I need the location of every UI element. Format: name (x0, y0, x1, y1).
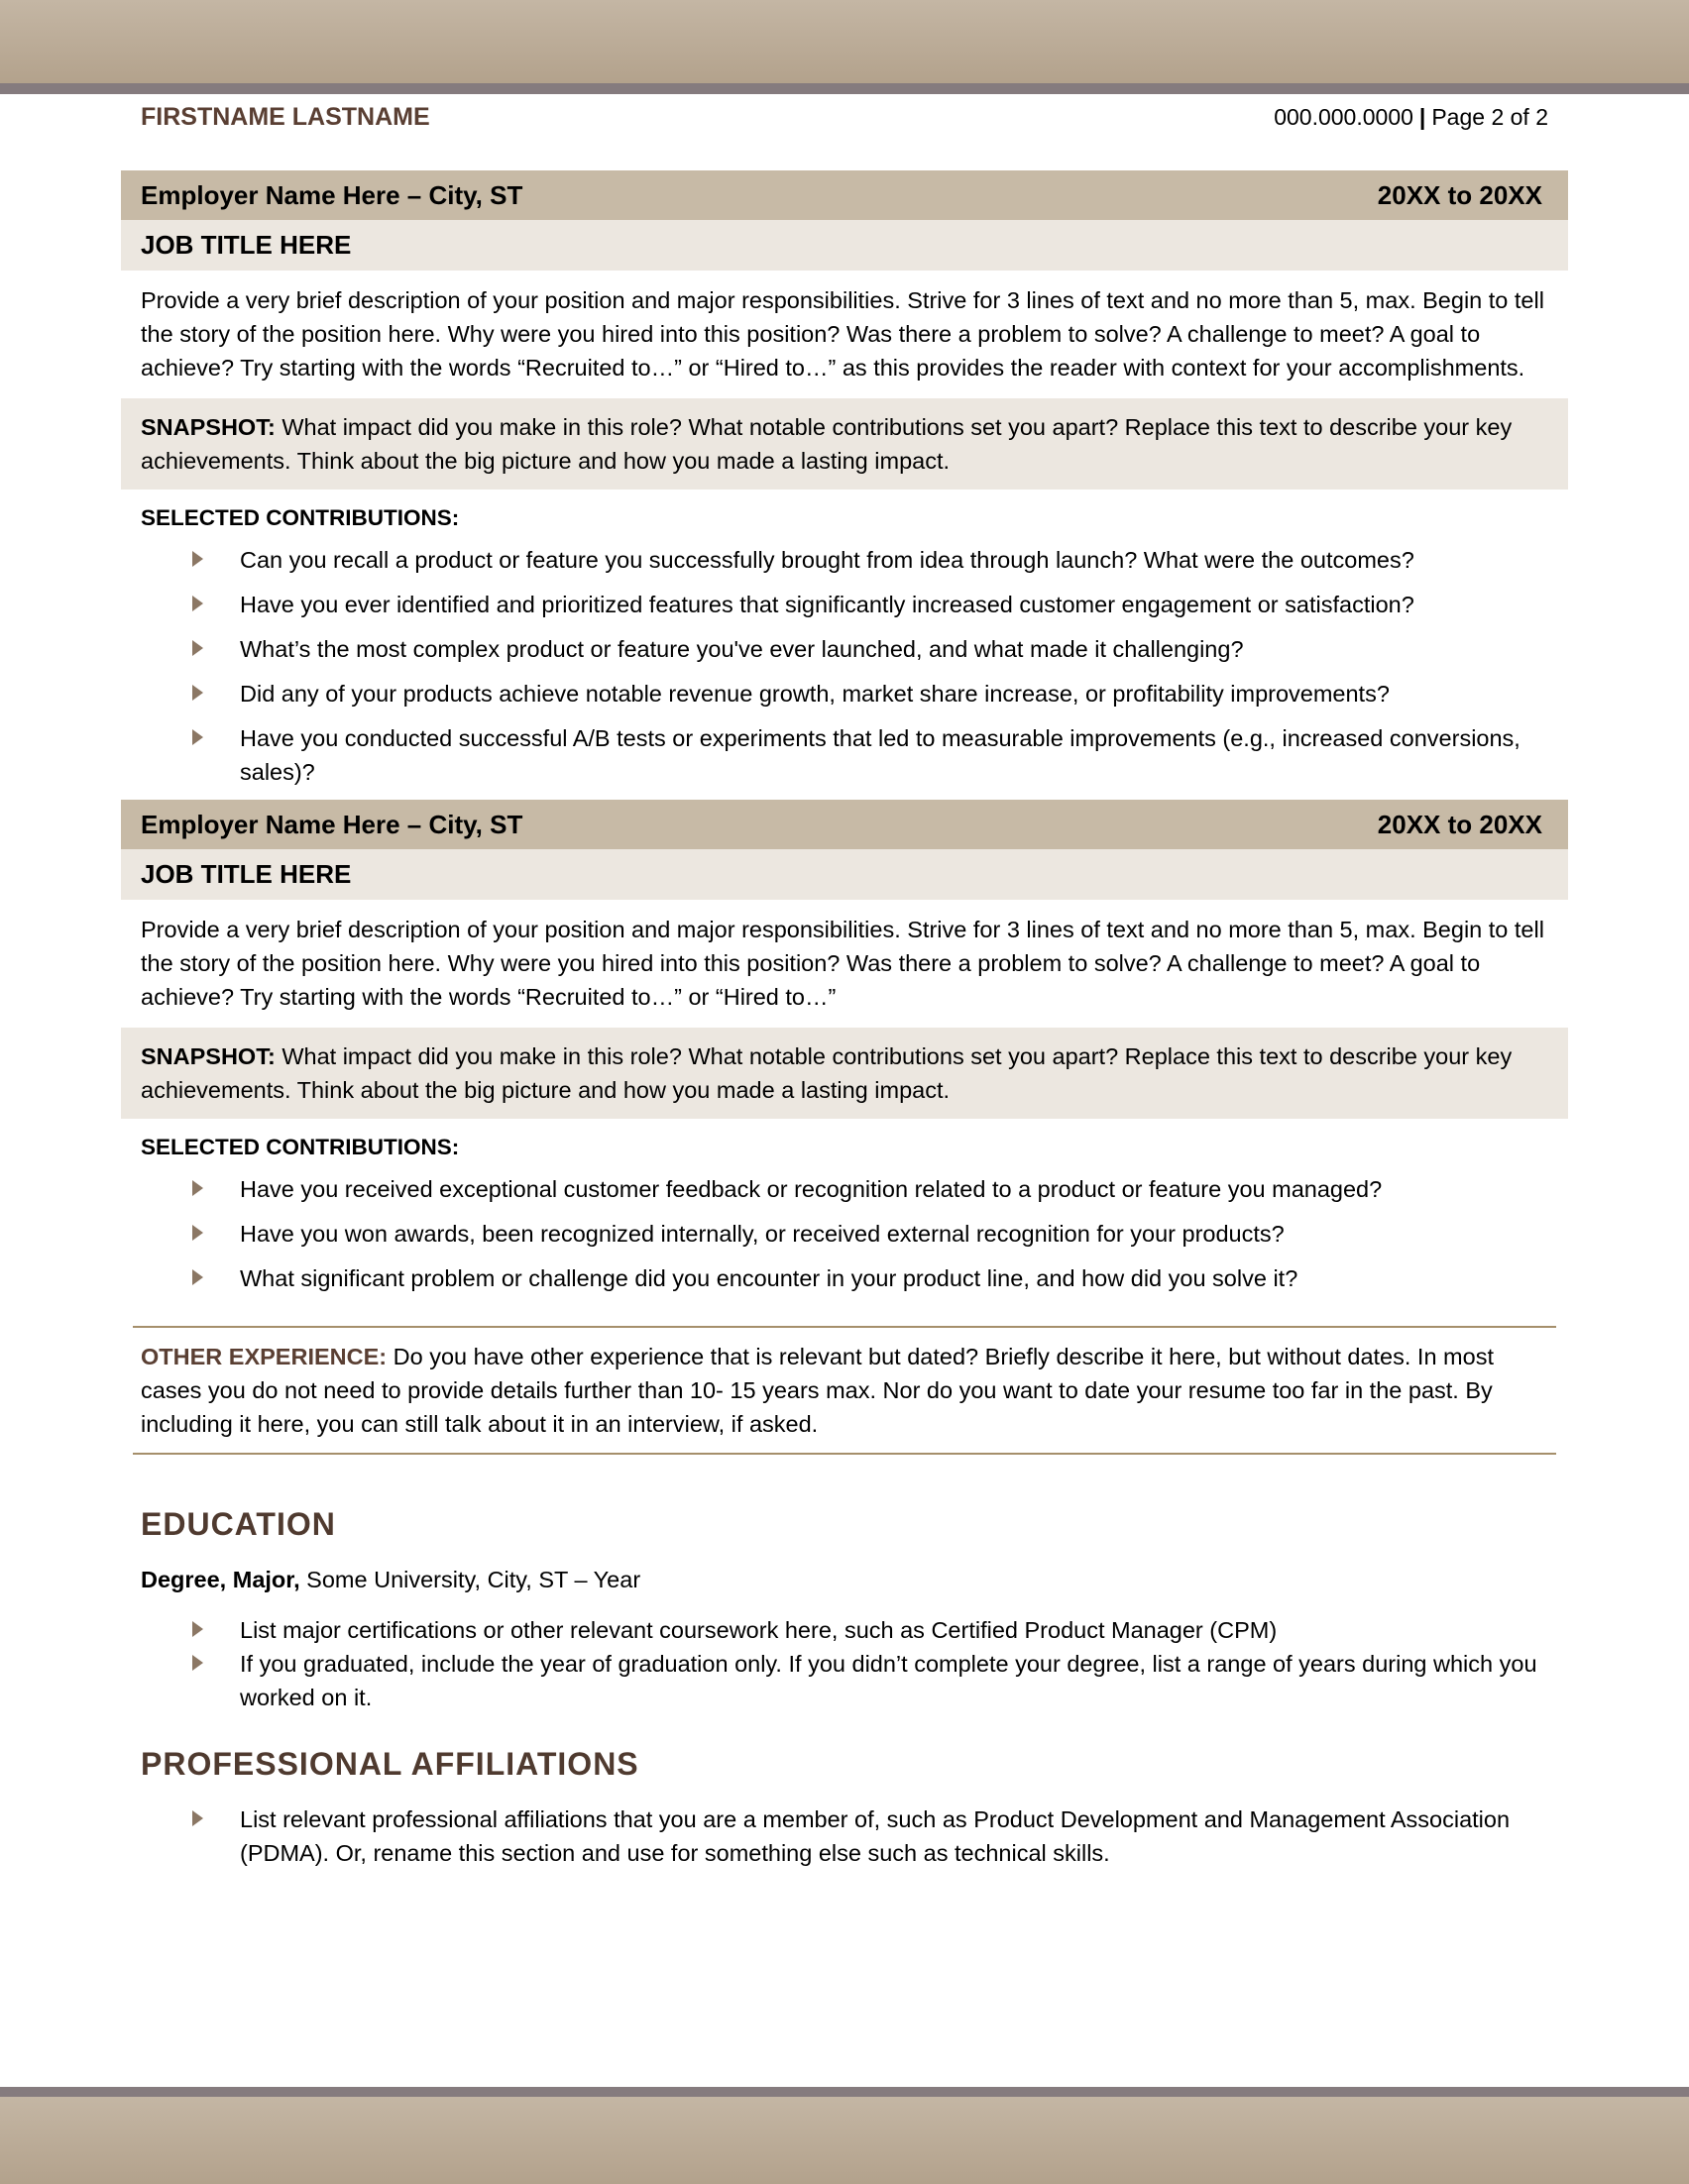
contributions-list (121, 1172, 1568, 1295)
other-experience (121, 1328, 1568, 1453)
bullet-triangle-icon (192, 640, 203, 656)
bullet-triangle-icon (192, 1180, 203, 1196)
degree-line (121, 1567, 1568, 1593)
list-item: List relevant professional affiliations that you are a member of, such as Product Development and Management Association (PDMA). Or, rename this section and use for something else such as technical skills. (240, 1802, 1568, 1870)
bullet-triangle-icon (192, 1810, 203, 1826)
list-item: Have you ever identified and prioritized features that significantly increased customer engagement or satisfaction? (240, 588, 1568, 621)
snapshot-label: SNAPSHOT: (141, 1043, 276, 1069)
list-item: If you graduated, include the year of graduation only. If you didn’t complete your degree, list a range of years during which you worked on it. (240, 1647, 1568, 1714)
list-item: What’s the most complex product or feature you've ever launched, and what made it challenging? (240, 632, 1568, 666)
resume-page (121, 103, 1568, 1870)
job-title: JOB TITLE HERE (121, 220, 1568, 271)
snapshot-box (121, 1028, 1568, 1119)
bullet-triangle-icon (192, 1225, 203, 1241)
employer-name: Employer Name Here – City, ST (141, 179, 523, 210)
employer-bar (121, 170, 1568, 220)
header-contact (1274, 104, 1548, 131)
job-entry (121, 170, 1568, 789)
employer-name: Employer Name Here – City, ST (141, 809, 523, 839)
snapshot-text: What impact did you make in this role? What notable contributions set you apart? Replace this text to describe your key achievements. Think about the big picture and how you made a lasting impact. (141, 1043, 1513, 1103)
education-list (121, 1613, 1568, 1714)
bullet-triangle-icon (192, 1621, 203, 1637)
list-item: What significant problem or challenge did you encounter in your product line, and how did you solve it? (240, 1261, 1568, 1295)
other-experience-label: OTHER EXPERIENCE: (141, 1344, 388, 1369)
candidate-name: FIRSTNAME LASTNAME (141, 103, 430, 131)
top-decorative-band (0, 0, 1689, 94)
job-description: Provide a very brief description of your position and major responsibilities. Strive for 3 lines of text and no more than 5, max. Begin to tell the story of the position here. Why were you hired into this position? Was there a problem to solve? A challenge to meet? A goal to achieve? Try starting with the words “Recruited to…” or “Hired to…” (141, 917, 1544, 1010)
other-experience-text: Do you have other experience that is relevant but dated? Briefly describe it here, but without dates. In most cases you do not need to provide details further than 10- 15 years max. Nor do you want to date your resume too far in the past. By including it here, you can still talk about it in an interview, if asked. (141, 1344, 1494, 1437)
degree-major: Degree, Major, (141, 1567, 300, 1592)
phone-number: 000.000.0000 (1274, 104, 1413, 130)
page-number: Page 2 of 2 (1431, 104, 1548, 130)
bullet-triangle-icon (192, 1269, 203, 1285)
job-entry (121, 800, 1568, 1295)
degree-school: Some University, City, ST – Year (299, 1567, 641, 1592)
employment-dates: 20XX to 20XX (1377, 179, 1542, 210)
employment-dates: 20XX to 20XX (1377, 809, 1542, 839)
education-heading: EDUCATION (141, 1506, 336, 1542)
affiliations-heading: PROFESSIONAL AFFILIATIONS (141, 1746, 639, 1782)
snapshot-text: What impact did you make in this role? What notable contributions set you apart? Replace this text to describe your key achievements. Think about the big picture and how you made a lasting impact. (141, 414, 1513, 474)
snapshot-box (121, 398, 1568, 490)
snapshot-label: SNAPSHOT: (141, 414, 276, 440)
list-item: Did any of your products achieve notable revenue growth, market share increase, or profitability improvements? (240, 677, 1568, 710)
bottom-decorative-band (0, 2087, 1689, 2184)
job-title: JOB TITLE HERE (121, 849, 1568, 900)
bullet-triangle-icon (192, 1655, 203, 1671)
bullet-triangle-icon (192, 596, 203, 611)
list-item: Can you recall a product or feature you successfully brought from idea through launch? What were the outcomes? (240, 543, 1568, 577)
bullet-triangle-icon (192, 729, 203, 745)
bullet-triangle-icon (192, 685, 203, 701)
contributions-heading: SELECTED CONTRIBUTIONS: (141, 1135, 460, 1159)
list-item: List major certifications or other relevant coursework here, such as Certified Product Manager (CPM) (240, 1613, 1568, 1647)
bullet-triangle-icon (192, 551, 203, 567)
employer-bar (121, 800, 1568, 849)
header-separator: | (1418, 104, 1426, 130)
affiliations-list (121, 1802, 1568, 1870)
list-item: Have you received exceptional customer feedback or recognition related to a product or feature you managed? (240, 1172, 1568, 1206)
list-item: Have you conducted successful A/B tests or experiments that led to measurable improvements (e.g., increased conversions, sales)? (240, 721, 1568, 789)
list-item: Have you won awards, been recognized internally, or received external recognition for your products? (240, 1217, 1568, 1251)
contributions-heading: SELECTED CONTRIBUTIONS: (141, 505, 460, 530)
page-header (121, 103, 1568, 143)
job-description: Provide a very brief description of your position and major responsibilities. Strive for 3 lines of text and no more than 5, max. Begin to tell the story of the position here. Why were you hired into this position? Was there a problem to solve? A challenge to meet? A goal to achieve? Try starting with the words “Recruited to…” or “Hired to…” as this provides the reader with context for your accomplishments. (141, 287, 1544, 381)
contributions-list (121, 543, 1568, 789)
